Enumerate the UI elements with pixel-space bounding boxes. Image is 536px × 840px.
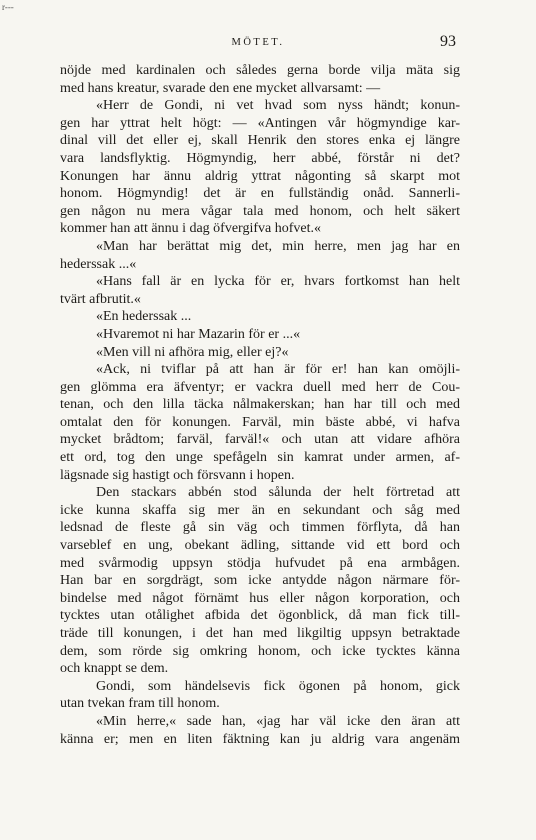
text-line: Den stackars abbén stod sålunda der helt förtretad att [96, 485, 460, 501]
text-line: «Hans fall är en lycka för er, hvars fortkomst han helt [96, 274, 460, 290]
text-line: träde till konungen, i det han med likgiltig uppsyn betraktade [60, 626, 460, 641]
text-line: Han bar en sorgdrägt, som icke antydde någon närmare för- [60, 573, 460, 589]
text-line: hederssak ...« [60, 256, 137, 272]
text-line: icke kunna skaffa sig mer än en sekundant och såg med [60, 502, 460, 518]
text-line: känna er; men en liten fäktning kan ju aldrig vara angenäm [60, 731, 460, 747]
running-header [60, 33, 456, 53]
text-line: gen glömma era äfventyr; er vackra duell med herr de Cou- [60, 379, 460, 395]
text-line: varseblef en ung, obekant ädling, sittande vid ett bord och [60, 538, 460, 554]
page-number: 93 [440, 33, 456, 50]
text-line: omtalat den för konungen. Farväl, min bäste abbé, vi hafva [60, 414, 460, 430]
body-text [60, 62, 460, 748]
text-line: «Ack, ni tviflar på att han är för er! han kan omöjli- [96, 362, 460, 378]
text-line: «Men vill ni afhöra mig, eller ej?« [96, 344, 289, 360]
text-line: mycket brådtom; farväl, farväl!« och utan att vidare afhöra [60, 432, 460, 448]
text-line: «Min herre,« sade han, «jag har väl icke den äran att [96, 713, 460, 729]
text-line: nöjde med kardinalen och således gerna borde vilja mäta sig [60, 63, 460, 78]
text-line: tenan, och den lilla täcka nålmakerskan; han har till och med [60, 397, 460, 413]
text-line: dem, som rörde sig omkring honom, och icke tycktes känna [60, 643, 460, 659]
text-line: gen har yttrat helt högt: — «Antingen vår högmyndige kar- [60, 115, 460, 131]
text-line: «Man har berättat mig det, min herre, men jag har en [96, 238, 460, 254]
text-line: gen någon nu mera vågar tala med honom, och helt säkert [60, 203, 460, 219]
text-line: lägsnade sig hastigt och försvann i hopen. [60, 467, 295, 483]
text-line: ledsnad de fleste gå sin väg och timmen förflyta, då han [60, 520, 460, 536]
text-line: med svårmodig uppsyn stödja hufvudet på ena armbågen. [60, 555, 460, 571]
text-line: Konungen har ännu aldrig yttrat någonting så skarpt mot [60, 168, 460, 184]
text-line: «Herr de Gondi, ni vet hvad som nyss händt; konun- [96, 98, 460, 114]
text-line: honom. Högmyndig! det är en fullständig onåd. Sannerli- [60, 186, 460, 202]
chapter-title: MÖTET. [231, 37, 285, 48]
text-line: Gondi, som händelsevis fick ögonen på honom, gick [96, 678, 460, 694]
text-line: utan tvekan fram till honom. [60, 696, 220, 712]
text-line: «En hederssak ... [96, 309, 192, 325]
text-line: med hans kreatur, svarade den ene mycket allvarsamt: — [60, 80, 381, 96]
text-line: bindelse med något förnämt hus eller någon korporation, och [60, 590, 460, 606]
corner-mark: r--- [2, 2, 14, 12]
text-line: dinal vill det eller ej, skall Henrik den stores enka ej längre [60, 133, 460, 149]
text-line: kommer han att ännu i dag öfvergifva hofvet.« [60, 221, 321, 237]
text-line: tvärt afbrutit.« [60, 291, 141, 307]
text-line: «Hvaremot ni har Mazarin för er ...« [96, 326, 301, 342]
text-line: tycktes utan otålighet afbida det ögonblick, då man fick till- [60, 608, 460, 624]
text-line: och knappt se dem. [60, 661, 169, 677]
text-line: vara landsflyktig. Högmyndig, herr abbé, förstår ni det? [60, 150, 460, 166]
text-line: ett ord, tog den unge spefågeln sin kamrat under armen, af- [60, 450, 460, 466]
